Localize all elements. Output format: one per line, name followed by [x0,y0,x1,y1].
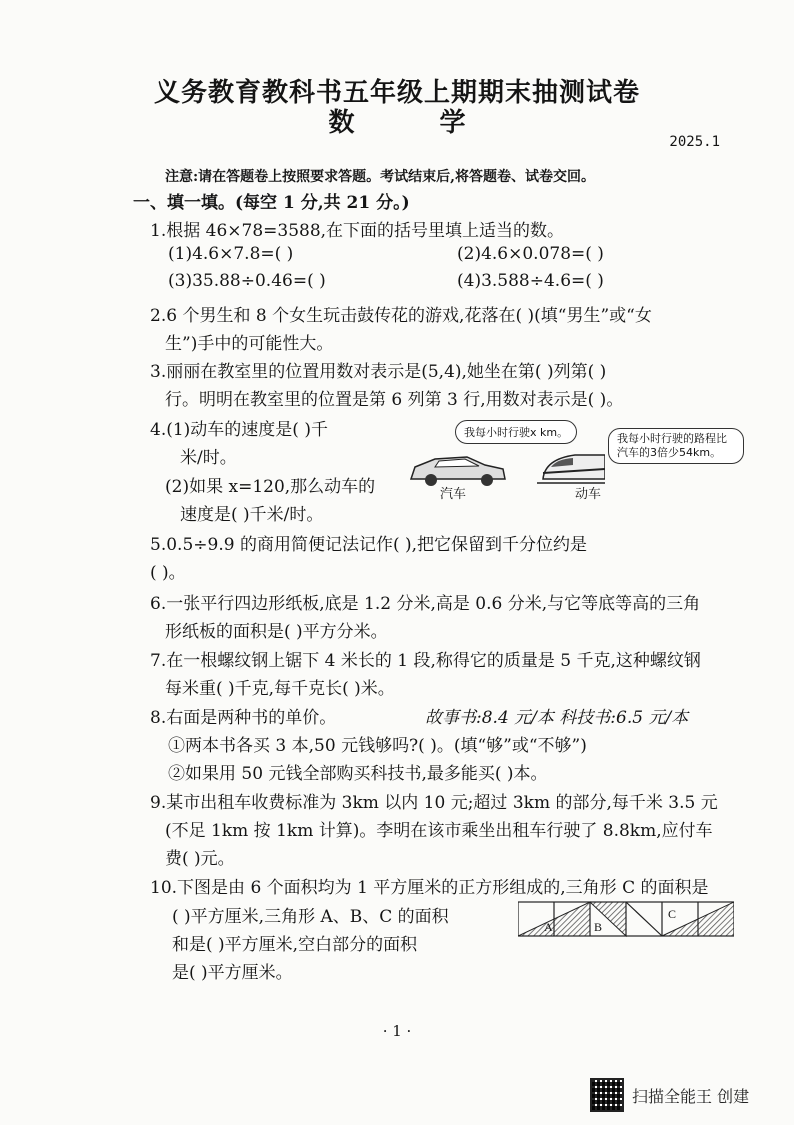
label-a: A [544,920,553,934]
q1-part1: (1)4.6×7.8=( ) [168,244,294,264]
page-title: 义务教育教科书五年级上期期末抽测试卷 [153,78,640,108]
q1-part3: (3)35.88÷0.46=( ) [168,271,326,291]
q6-line2: 形纸板的面积是( )平方分米。 [165,622,388,642]
scanner-label: 扫描全能王 创建 [632,1086,750,1106]
exam-date: 2025.1 [669,134,720,150]
q2-line2: 生”)手中的可能性大。 [165,334,334,354]
label-b: B [594,920,603,934]
q7-line2: 每米重( )千克,每千克长( )米。 [165,679,395,699]
q4-line4: 速度是( )千米/时。 [180,505,324,525]
q7-line1: 7.在一根螺纹钢上锯下 4 米长的 1 段,称得它的质量是 5 千克,这种螺纹钢 [150,651,701,671]
q3-line1: 3.丽丽在教室里的位置用数对表示是(5,4),她坐在第( )列第( ) [150,362,607,382]
q5-line2: ( )。 [150,563,186,583]
q10-line1: 10.下图是由 6 个面积均为 1 平方厘米的正方形组成的,三角形 C 的面积是 [150,878,709,898]
q9-line3: 费( )元。 [165,849,235,869]
car-speech-bubble: 我每小时行驶x km。 [455,420,577,444]
q9-line2: (不足 1km 按 1km 计算)。李明在该市乘坐出租车行驶了 8.8km,应付车 [165,821,713,841]
q1-part2: (2)4.6×0.078=( ) [457,244,604,264]
q6-line1: 6.一张平行四边形纸板,底是 1.2 分米,高是 0.6 分米,与它等底等高的三角 [150,594,701,614]
q10-line2: ( )平方厘米,三角形 A、B、C 的面积 [172,907,449,927]
q3-line2: 行。明明在教室里的位置是第 6 列第 3 行,用数对表示是( )。 [165,390,624,410]
car-label: 汽车 [440,487,467,502]
train-icon [537,455,605,483]
qr-code-icon [590,1078,624,1112]
q1-stem: 1.根据 46×78=3588,在下面的括号里填上适当的数。 [150,221,565,241]
q8-line1: 8.右面是两种书的单价。 [150,708,337,728]
q8-prices: 故事书:8.4 元/本 科技书:6.5 元/本 [425,708,689,728]
train-speech-bubble: 我每小时行驶的路程比汽车的3倍少54km。 [608,428,744,464]
q8-line3: ②如果用 50 元钱全部购买科技书,最多能买( )本。 [168,764,548,784]
exam-notice: 注意:请在答题卷上按照要求答题。考试结束后,将答题卷、试卷交回。 [165,169,596,185]
q9-line1: 9.某市出租车收费标准为 3km 以内 10 元;超过 3km 的部分,每千米 3.5 元 [150,793,718,813]
scanner-watermark [590,1078,749,1112]
car-icon [411,457,505,486]
q1-part4: (4)3.588÷4.6=( ) [457,271,604,291]
subject-title: 数 学 [328,108,504,138]
squares-triangles-figure [518,900,734,940]
q5-line1: 5.0.5÷9.9 的商用简便记法记作( ),把它保留到千分位约是 [150,535,588,555]
page-number: · 1 · [382,1022,412,1040]
q8-line2: ①两本书各买 3 本,50 元钱够吗?( )。(填“够”或“不够”) [168,736,587,756]
label-c: C [668,907,677,921]
q4-line2: 米/时。 [180,448,237,468]
q4-line3: (2)如果 x=120,那么动车的 [165,477,376,497]
q10-line3: 和是( )平方厘米,空白部分的面积 [172,935,418,955]
section-heading: 一、填一填。(每空 1 分,共 21 分。) [133,193,410,213]
q2-line1: 2.6 个男生和 8 个女生玩击鼓传花的游戏,花落在( )(填“男生”或“女 [150,306,652,326]
train-label: 动车 [575,487,602,502]
q4-line1: 4.(1)动车的速度是( )千 [150,420,328,440]
q10-line4: 是( )平方厘米。 [172,963,293,983]
